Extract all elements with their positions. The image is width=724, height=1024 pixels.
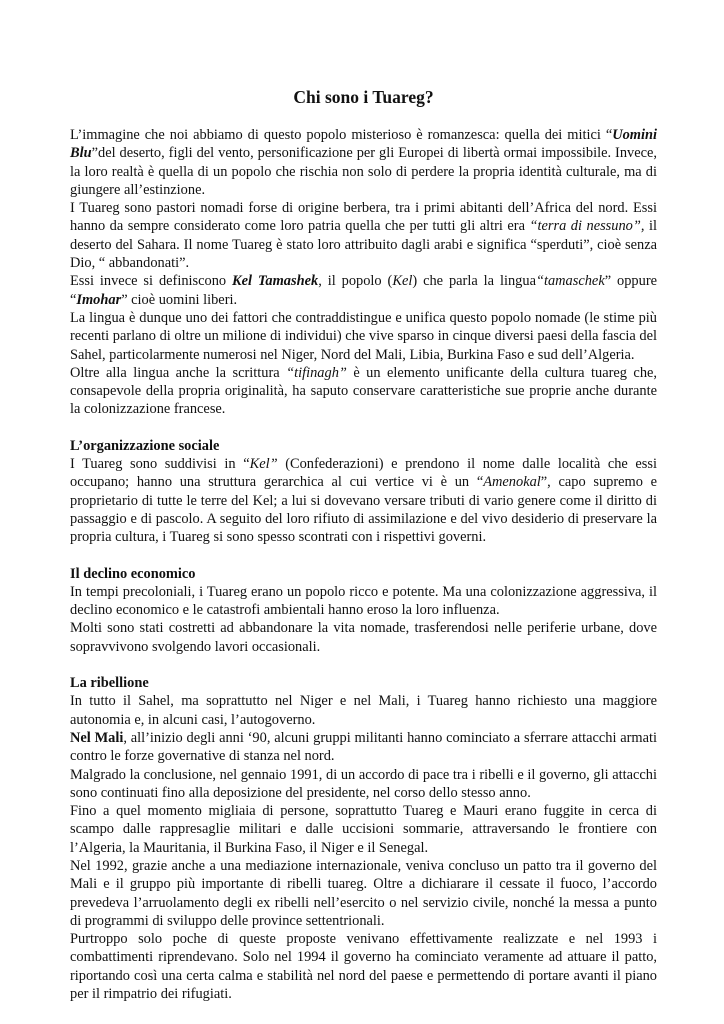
- emphasis-kel-confederazioni: Kel”: [249, 456, 278, 473]
- text-run: ”, capo supremo e proprietario di tutte le terre del Kel; a lui si dovevano versare tributi di vario genere come il diritto di passaggio e di pascolo. A seguito del loro rifiuto di assimilazione e del vivo desiderio di preservare la propria cultura, i Tuareg si sono spesso scontrati con i rispettivi governi.: [70, 474, 658, 546]
- declino-paragraph-2: Molti sono stati costretti ad abbandonare la vita nomade, trasferendosi nelle periferie urbane, dove sopravvivono svolgendo lavori occasionali.: [70, 620, 657, 655]
- ribellione-paragraph-3: Malgrado la conclusione, nel gennaio 1991, di un accordo di pace tra i ribelli e il governo, gli attacchi sono continuati fino alla deposizione del presidente, nel corso dello stesso anno.: [70, 766, 657, 801]
- intro-paragraph-5: [70, 364, 657, 419]
- text-run: ” cioè uomini liberi.: [121, 291, 238, 308]
- text-run: (Confederazioni) e prendono il nome dalle località che essi occupano; hanno una struttura gerarchica al cui vertice vi è un “: [70, 456, 657, 491]
- ribellione-paragraph-1: In tutto il Sahel, ma soprattutto nel Niger e nel Mali, i Tuareg hanno richiesto una maggiore autonomia e, in alcuni casi, l’autogoverno.: [70, 693, 657, 728]
- section-heading-organizzazione: L’organizzazione sociale: [70, 437, 220, 454]
- emphasis-tamaschek: “tamaschek: [535, 273, 605, 290]
- ribellione-paragraph-2: [70, 729, 657, 766]
- ribellione-paragraph-5: Nel 1992, grazie anche a una mediazione internazionale, veniva concluso un patto tra il governo del Mali e il gruppo più importante di ribelli tuareg. Oltre a dichiarare il cessate il fuoco, l’accordo prevedeva l’arruolamento degli ex ribelli nell’esercito o nel servizio civile, nonché la messa a punto di programmi di sviluppo delle province settentrionali.: [70, 857, 657, 929]
- intro-paragraph-1: [70, 126, 657, 199]
- declino-section: [70, 565, 657, 656]
- ribellione-paragraph-6: Purtroppo solo poche di queste proposte venivano effettivamente realizzate e nel 1993 i combattimenti riprendevano. Solo nel 1994 il governo ha cominciato veramente ad attuare il patto, riportando così una certa calma e stabilità nel nord del paese e permettendo di portare avanti il piano per il rimpatrio dei rifugiati.: [70, 931, 657, 1003]
- emphasis-uomini-blu: Uomini Blu: [70, 127, 657, 162]
- emphasis-kel: Kel: [392, 273, 413, 290]
- emphasis-amenokal: Amenokal: [483, 474, 541, 491]
- text-run: , il popolo (: [318, 273, 393, 290]
- intro-paragraph-3: [70, 272, 657, 309]
- text-run: Essi invece si definiscono: [70, 273, 233, 290]
- section-heading-ribellione: La ribellione: [70, 675, 149, 692]
- organizzazione-section: [70, 437, 657, 547]
- text-run: ) che parla la lingua: [412, 273, 536, 290]
- intro-section: [70, 126, 657, 419]
- page-title: Chi sono i Tuareg?: [293, 87, 434, 107]
- text-run: è un elemento unificante della cultura tuareg che, consapevole della propria originalità, ha saputo conservare caratteristiche sue proprie anche durante la colonizzazione francese.: [70, 364, 657, 418]
- emphasis-imohar: Imohar: [76, 291, 122, 308]
- text-run: , all’inizio degli anni ‘90, alcuni gruppi militanti hanno cominciato a sferrare attacchi armati contro le forze governative di stanza nel nord.: [70, 729, 658, 765]
- emphasis-terra-di-nessuno: “terra di nessuno”,: [529, 218, 645, 235]
- text-run: I Tuareg sono suddivisi in “: [70, 456, 250, 473]
- intro-paragraph-4: La lingua è dunque uno dei fattori che contraddistingue e unifica questo popolo nomade (le stime più recenti parlano di oltre un milione di individui) che vive sparso in cinque diversi paesi della fascia del Sahel, particolarmente numerosi nel Niger, Nord del Mali, Libia, Burkina Faso e sud dell’Algeria.: [70, 309, 657, 363]
- intro-paragraph-2: [70, 199, 657, 272]
- emphasis-kel-tamashek: Kel Tamashek: [232, 273, 319, 290]
- text-run: ”del deserto, figli del vento, personificazione per gli Europei di libertà ormai impossibile. Invece, la loro realtà è quella di un popolo che rischia non solo di perdere la propria identità culturale, ma di giungere all’estinzione.: [70, 145, 657, 198]
- section-heading-declino: Il declino economico: [70, 565, 196, 582]
- text-run: I Tuareg sono pastori nomadi forse di origine berbera, tra i primi abitanti dell’Africa del nord. Essi hanno da sempre considerato come loro patria quella che per tutti gli altri era: [70, 200, 657, 235]
- emphasis-nel-mali: Nel Mali: [70, 729, 124, 746]
- organizzazione-paragraph-1: [70, 455, 657, 546]
- ribellione-section: [70, 674, 657, 1003]
- text-run: L’immagine che noi abbiamo di questo popolo misterioso è romanzesca: quella dei mitici “: [70, 127, 613, 143]
- text-run: ” oppure “: [70, 273, 658, 308]
- emphasis-tifinagh: “tifinagh”: [286, 364, 347, 381]
- declino-paragraph-1: In tempi precoloniali, i Tuareg erano un popolo ricco e potente. Ma una colonizzazione aggressiva, il declino economico e le catastrofi ambientali hanno eroso la loro influenza.: [70, 583, 657, 619]
- text-run: il deserto del Sahara. Il nome Tuareg è stato loro attribuito dagli arabi e significa “sperduti”, cioè senza Dio, “ abbandonati”.: [70, 218, 657, 272]
- ribellione-paragraph-4: Fino a quel momento migliaia di persone, soprattutto Tuareg e Mauri erano fuggite in cerca di scampo dalle rappresaglie militari e dalle uccisioni sommarie, attraversando le frontiere con l’Algeria, la Mauritania, il Burkina Faso, il Niger e il Senegal.: [70, 803, 657, 856]
- text-run: Oltre alla lingua anche la scrittura: [70, 364, 287, 381]
